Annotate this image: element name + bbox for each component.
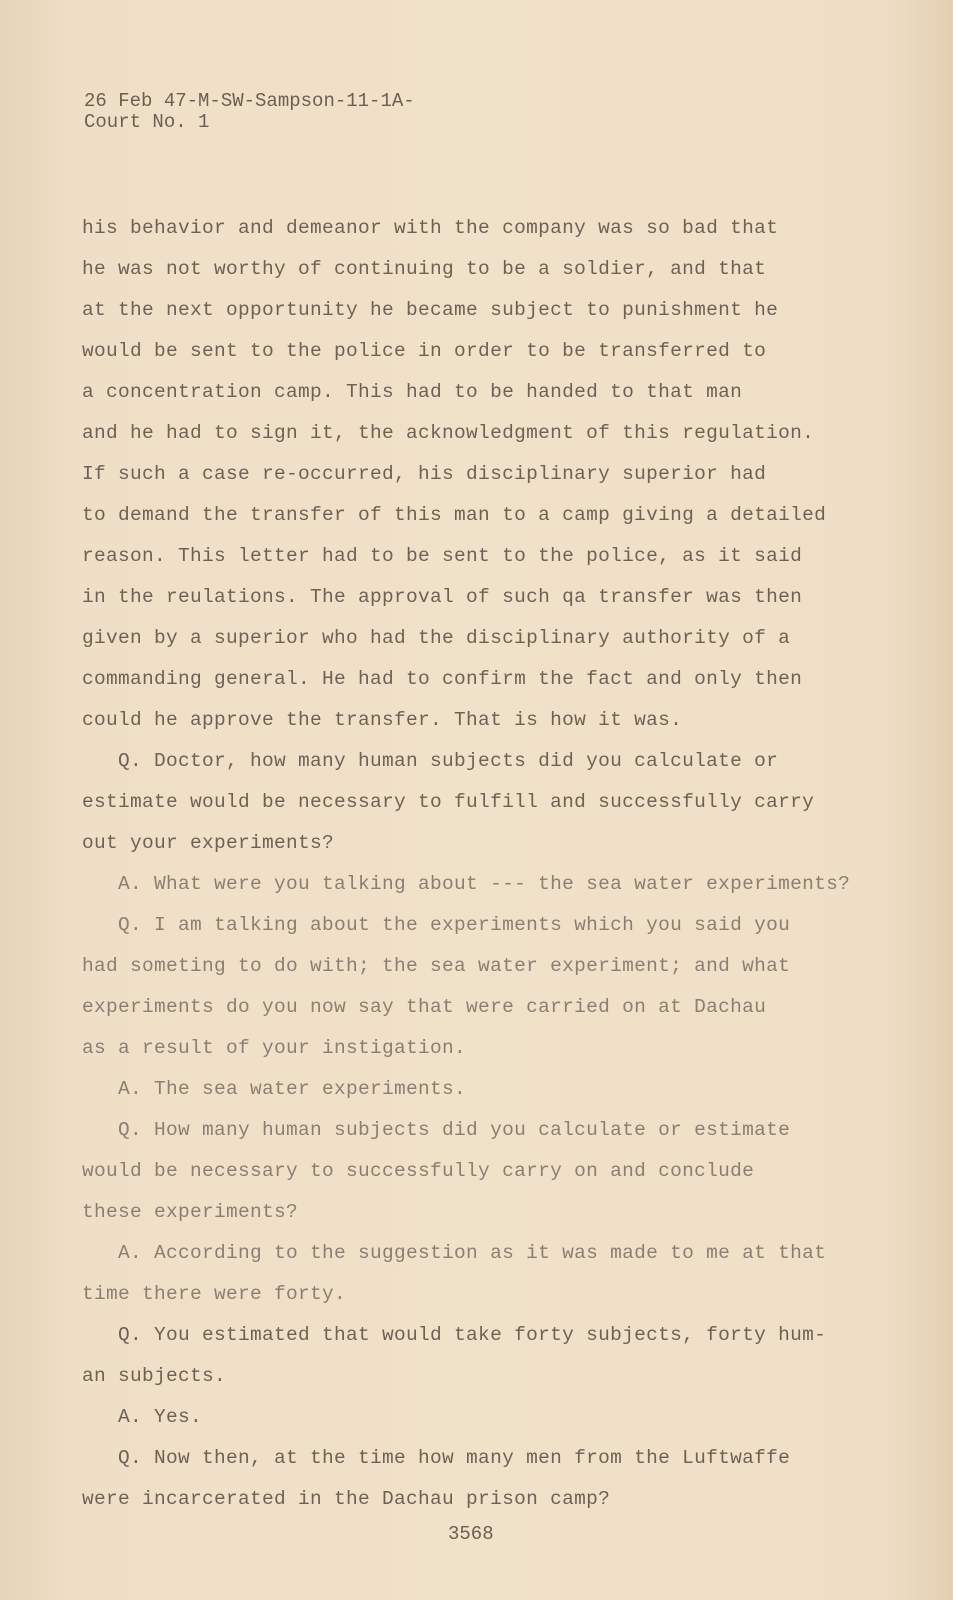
transcript-line: as a result of your instigation. [82,1037,467,1059]
transcript-line: would be sent to the police in order to be transferred to [82,340,767,362]
header-case-reference: 26 Feb 47-M-SW-Sampson-11-1A- [84,90,415,112]
transcript-line: at the next opportunity he became subject to punishment he [82,299,779,321]
transcript-line: had someting to do with; the sea water experiment; and what [82,955,791,977]
transcript-line: A. According to the suggestion as it was made to me at that [82,1242,827,1264]
header-court-number: Court No. 1 [84,111,210,133]
transcript-line: and he had to sign it, the acknowledgment of this regulation. [82,422,815,444]
transcript-line: would be necessary to successfully carry on and conclude [82,1160,755,1182]
transcript-line: could he approve the transfer. That is how it was. [82,709,683,731]
transcript-line: experiments do you now say that were carried on at Dachau [82,996,767,1018]
transcript-line: these experiments? [82,1201,299,1223]
transcript-line: to demand the transfer of this man to a camp giving a detailed [82,504,827,526]
transcript-line: reason. This letter had to be sent to the police, as it said [82,545,803,567]
transcript-line: were incarcerated in the Dachau prison camp? [82,1488,611,1510]
page-number: 3568 [448,1523,494,1545]
transcript-line: he was not worthy of continuing to be a soldier, and that [82,258,767,280]
transcript-line: Q. Now then, at the time how many men from the Luftwaffe [82,1447,791,1469]
transcript-line: Q. You estimated that would take forty subjects, forty hum- [82,1324,827,1346]
transcript-line: a concentration camp. This had to be handed to that man [82,381,743,403]
transcript-line: given by a superior who had the disciplinary authority of a [82,627,791,649]
transcript-line: If such a case re-occurred, his disciplinary superior had [82,463,767,485]
transcript-line: Q. How many human subjects did you calculate or estimate [82,1119,791,1141]
transcript-line: Q. I am talking about the experiments which you said you [82,914,791,936]
transcript-line: Q. Doctor, how many human subjects did you calculate or [82,750,779,772]
transcript-line: A. The sea water experiments. [82,1078,467,1100]
transcript-line: out your experiments? [82,832,335,854]
transcript-line: commanding general. He had to confirm the fact and only then [82,668,803,690]
transcript-line: time there were forty. [82,1283,347,1305]
transcript-line: in the reulations. The approval of such qa transfer was then [82,586,803,608]
transcript-line: A. What were you talking about --- the sea water experiments? [82,873,851,895]
transcript-body [82,208,882,1520]
transcript-line: his behavior and demeanor with the company was so bad that [82,217,779,239]
transcript-line: A. Yes. [82,1406,203,1428]
transcript-line: an subjects. [82,1365,227,1387]
transcript-line: estimate would be necessary to fulfill and successfully carry [82,791,815,813]
